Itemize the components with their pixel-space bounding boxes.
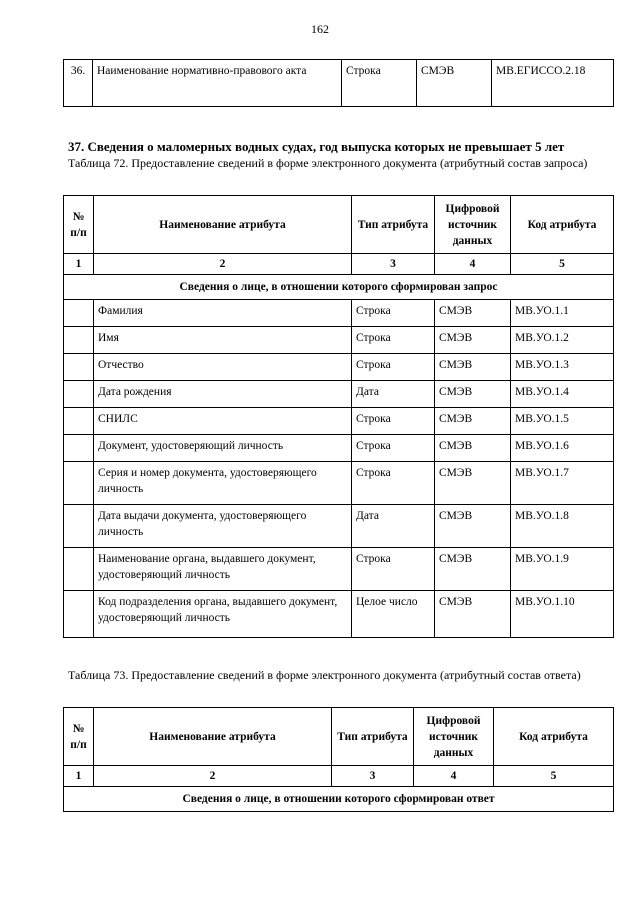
request-attribute-table <box>63 195 614 638</box>
header-row <box>64 196 614 254</box>
attribute-name: Имя <box>94 327 352 354</box>
column-number-row <box>64 766 614 787</box>
attribute-name: СНИЛС <box>94 408 352 435</box>
column-number: 5 <box>511 254 614 275</box>
table-row <box>64 505 614 548</box>
data-source: СМЭВ <box>435 354 511 381</box>
group-title: Сведения о лице, в отношении которого сформирован запрос <box>64 275 614 300</box>
table-72-caption: Таблица 72. Предоставление сведений в форме электронного документа (атрибутный состав запроса) <box>68 156 588 170</box>
row-number <box>64 327 94 354</box>
row-number <box>64 548 94 591</box>
data-source: СМЭВ <box>435 408 511 435</box>
header-name: Наименование атрибута <box>94 196 352 254</box>
table-row <box>64 435 614 462</box>
table-73-caption: Таблица 73. Предоставление сведений в форме электронного документа (атрибутный состав ответа) <box>68 668 581 682</box>
response-attribute-table <box>63 707 614 812</box>
attribute-code: МВ.УО.1.2 <box>511 327 614 354</box>
row-number: 36. <box>64 60 93 107</box>
data-source: СМЭВ <box>435 381 511 408</box>
header-code: Код атрибута <box>511 196 614 254</box>
group-title: Сведения о лице, в отношении которого сформирован ответ <box>64 787 614 812</box>
data-source: СМЭВ <box>435 462 511 505</box>
column-number: 2 <box>94 254 352 275</box>
column-number: 3 <box>352 254 435 275</box>
attribute-code: МВ.УО.1.3 <box>511 354 614 381</box>
column-number-row <box>64 254 614 275</box>
row-number <box>64 381 94 408</box>
table-row <box>64 327 614 354</box>
attribute-code: МВ.УО.1.9 <box>511 548 614 591</box>
attribute-type: Дата <box>352 505 435 548</box>
table-row <box>64 591 614 638</box>
header-type: Тип атрибута <box>352 196 435 254</box>
column-number: 3 <box>332 766 414 787</box>
header-name: Наименование атрибута <box>94 708 332 766</box>
page-number: 162 <box>311 22 329 36</box>
column-number: 1 <box>64 254 94 275</box>
data-source: СМЭВ <box>435 300 511 327</box>
header-num: № п/п <box>64 196 94 254</box>
header-source: Цифровой источник данных <box>435 196 511 254</box>
attribute-name: Наименование органа, выдавшего документ, удостоверяющий личность <box>94 548 352 591</box>
attribute-name: Фамилия <box>94 300 352 327</box>
attribute-type: Строка <box>352 435 435 462</box>
table-row <box>64 462 614 505</box>
table-row <box>64 548 614 591</box>
attribute-code: МВ.УО.1.6 <box>511 435 614 462</box>
attribute-name: Документ, удостоверяющий личность <box>94 435 352 462</box>
attribute-type: Строка <box>352 462 435 505</box>
attribute-name: Серия и номер документа, удостоверяющего личность <box>94 462 352 505</box>
attribute-code: МВ.УО.1.1 <box>511 300 614 327</box>
row-number <box>64 505 94 548</box>
column-number: 4 <box>435 254 511 275</box>
attribute-type: Строка <box>352 300 435 327</box>
attribute-type: Строка <box>352 548 435 591</box>
data-source: СМЭВ <box>435 435 511 462</box>
attribute-name: Код подразделения органа, выдавшего документ, удостоверяющий личность <box>94 591 352 638</box>
row-number <box>64 354 94 381</box>
header-type: Тип атрибута <box>332 708 414 766</box>
group-title-row <box>64 275 614 300</box>
attribute-code: МВ.УО.1.8 <box>511 505 614 548</box>
column-number: 1 <box>64 766 94 787</box>
table-row <box>64 408 614 435</box>
row-number <box>64 591 94 638</box>
data-source: СМЭВ <box>435 591 511 638</box>
row-number <box>64 462 94 505</box>
attribute-code: МВ.УО.1.10 <box>511 591 614 638</box>
row-number <box>64 300 94 327</box>
attribute-code: МВ.УО.1.4 <box>511 381 614 408</box>
column-number: 5 <box>494 766 614 787</box>
attribute-code: МВ.УО.1.7 <box>511 462 614 505</box>
column-number: 2 <box>94 766 332 787</box>
attribute-code: МВ.УО.1.5 <box>511 408 614 435</box>
data-source: СМЭВ <box>417 60 492 107</box>
section-heading: 37. Сведения о маломерных водных судах, год выпуска которых не превышает 5 лет <box>68 139 565 154</box>
attribute-type: Строка <box>352 327 435 354</box>
header-num: № п/п <box>64 708 94 766</box>
header-row <box>64 708 614 766</box>
attribute-type: Строка <box>352 408 435 435</box>
group-title-row <box>64 787 614 812</box>
attribute-type: Целое число <box>352 591 435 638</box>
table-row <box>64 60 614 107</box>
table-row <box>64 300 614 327</box>
table-row <box>64 381 614 408</box>
attribute-name: Наименование нормативно-правового акта <box>93 60 342 107</box>
header-code: Код атрибута <box>494 708 614 766</box>
attribute-code: МВ.ЕГИССО.2.18 <box>492 60 614 107</box>
attribute-type: Дата <box>352 381 435 408</box>
attribute-type: Строка <box>342 60 417 107</box>
attribute-name: Дата рождения <box>94 381 352 408</box>
data-source: СМЭВ <box>435 548 511 591</box>
row-number <box>64 408 94 435</box>
continued-attribute-table <box>63 59 614 107</box>
header-source: Цифровой источник данных <box>414 708 494 766</box>
table-row <box>64 354 614 381</box>
row-number <box>64 435 94 462</box>
column-number: 4 <box>414 766 494 787</box>
data-source: СМЭВ <box>435 327 511 354</box>
data-source: СМЭВ <box>435 505 511 548</box>
attribute-name: Отчество <box>94 354 352 381</box>
attribute-type: Строка <box>352 354 435 381</box>
attribute-name: Дата выдачи документа, удостоверяющего личность <box>94 505 352 548</box>
